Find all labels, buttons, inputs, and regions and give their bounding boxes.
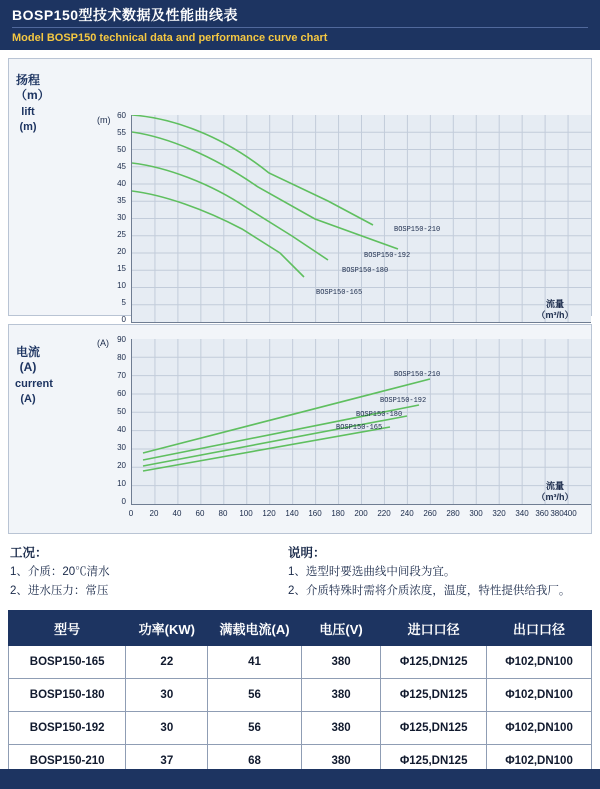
operating-conditions-title: 工况：	[10, 546, 48, 560]
chart2-x-axis-label	[525, 481, 585, 503]
cell-model: BOSP150-192	[9, 712, 126, 745]
chart1-x-axis-label-cn: 流量	[545, 299, 564, 309]
chart2-xtick: 380	[550, 509, 564, 518]
instructions-line: 2、介质特殊时需将介质浓度，温度，特性提供给我厂。	[288, 585, 571, 597]
chart2-curve-label: BOSP150-180	[356, 411, 403, 419]
chart2-x-axis-label-cn: 流量	[545, 481, 564, 491]
table-row	[9, 646, 592, 679]
chart2-xtick: 320	[492, 509, 506, 518]
chart2-ytick: 80	[117, 353, 126, 362]
chart2-y-unit: (A)	[97, 338, 109, 348]
chart1-curve-label: BOSP150-165	[316, 289, 363, 297]
chart2-xtick: 120	[262, 509, 276, 518]
cell-model: BOSP150-210	[9, 745, 126, 778]
chart2-xtick: 80	[218, 509, 228, 518]
chart2-curve-label: BOSP150-192	[380, 397, 427, 405]
cell-power: 30	[126, 679, 208, 712]
chart2-xtick: 60	[195, 509, 205, 518]
chart1-ytick: 35	[117, 196, 126, 205]
chart2-xtick: 0	[128, 509, 134, 518]
chart2-xtick: 240	[400, 509, 414, 518]
chart1-curve-label: BOSP150-192	[364, 252, 411, 260]
col-header-inlet: 进口口径	[381, 611, 487, 646]
table-header-row	[9, 611, 592, 646]
chart1-ytick: 0	[121, 315, 126, 324]
cell-outlet: Φ102,DN100	[487, 712, 592, 745]
col-header-current: 满载电流(A)	[208, 611, 302, 646]
chart1-ytick: 60	[117, 111, 126, 120]
chart1-ytick: 10	[117, 281, 126, 290]
cell-voltage: 380	[301, 679, 380, 712]
chart2-ytick: 70	[117, 371, 126, 380]
cell-current: 68	[208, 745, 302, 778]
chart2-xtick: 160	[308, 509, 322, 518]
head-curve-chart	[8, 58, 592, 324]
chart2-xtick: 100	[239, 509, 253, 518]
chart2-xtick: 200	[354, 509, 368, 518]
chart1-x-axis-label	[525, 299, 585, 321]
cell-power: 22	[126, 646, 208, 679]
chart2-plot-area	[131, 339, 591, 505]
chart2-ytick: 20	[117, 461, 126, 470]
chart2-ytick: 90	[117, 335, 126, 344]
table-row	[9, 712, 592, 745]
chart2-axis-title-cn: 电流 (A)	[15, 345, 40, 374]
cell-voltage: 380	[301, 646, 380, 679]
chart1-ytick: 50	[117, 145, 126, 154]
cell-power: 30	[126, 712, 208, 745]
chart2-ytick: 60	[117, 389, 126, 398]
chart1-ytick: 30	[117, 213, 126, 222]
chart1-curve-label: BOSP150-210	[394, 226, 441, 234]
chart2-axis-title	[15, 345, 53, 407]
table-row	[9, 679, 592, 712]
operating-conditions-line: 1、介质：20℃清水	[10, 566, 110, 578]
chart2-ytick: 30	[117, 443, 126, 452]
spec-table	[8, 610, 592, 778]
instructions	[288, 544, 600, 601]
cell-voltage: 380	[301, 712, 380, 745]
cell-outlet: Φ102,DN100	[487, 679, 592, 712]
col-header-power: 功率(KW)	[126, 611, 208, 646]
chart2-xtick: 400	[563, 509, 577, 518]
cell-current: 41	[208, 646, 302, 679]
cell-current: 56	[208, 712, 302, 745]
chart2-xtick: 220	[377, 509, 391, 518]
chart1-ytick: 15	[117, 264, 126, 273]
cell-model: BOSP150-180	[9, 679, 126, 712]
chart2-xtick: 140	[285, 509, 299, 518]
cell-inlet: Φ125,DN125	[381, 745, 487, 778]
operating-conditions	[10, 544, 260, 601]
chart2-svg	[132, 339, 591, 504]
chart2-curve-label: BOSP150-165	[336, 424, 383, 432]
cell-current: 56	[208, 679, 302, 712]
chart2-ytick: 10	[117, 479, 126, 488]
col-header-outlet: 出口口径	[487, 611, 592, 646]
chart1-y-unit: (m)	[97, 115, 111, 125]
cell-model: BOSP150-165	[9, 646, 126, 679]
chart1-ytick: 5	[121, 298, 126, 307]
chart2-x-axis-unit: （m³/h）	[536, 492, 574, 502]
instructions-line: 1、选型时要选曲线中间段为宜。	[288, 566, 456, 578]
cell-voltage: 380	[301, 745, 380, 778]
chart1-ytick: 20	[117, 247, 126, 256]
chart1-axis-title-en: lift (m)	[19, 106, 37, 133]
page-title-cn: BOSP150型技术数据及性能曲线表	[12, 7, 239, 23]
notes-section	[10, 544, 590, 606]
col-header-voltage: 电压(V)	[301, 611, 380, 646]
chart2-ytick: 40	[117, 425, 126, 434]
chart2-curve-label: BOSP150-210	[394, 371, 441, 379]
cell-inlet: Φ125,DN125	[381, 712, 487, 745]
chart1-ytick: 45	[117, 162, 126, 171]
chart2-xtick: 20	[149, 509, 159, 518]
chart1-axis-title	[15, 73, 50, 135]
page-title-en: Model BOSP150 technical data and performance curve chart	[12, 32, 328, 44]
chart1-plot-area	[131, 115, 591, 323]
cell-outlet: Φ102,DN100	[487, 745, 592, 778]
chart2-xtick: 40	[172, 509, 182, 518]
chart1-ytick: 40	[117, 179, 126, 188]
chart1-x-axis-unit: （m³/h）	[536, 310, 574, 320]
instructions-title: 说明：	[288, 546, 326, 560]
cell-inlet: Φ125,DN125	[381, 679, 487, 712]
cell-inlet: Φ125,DN125	[381, 646, 487, 679]
operating-conditions-line: 2、进水压力：常压	[10, 585, 109, 597]
col-header-model: 型号	[9, 611, 126, 646]
chart1-axis-title-cn: 扬程（m）	[15, 73, 50, 102]
cell-power: 37	[126, 745, 208, 778]
chart2-xtick: 300	[469, 509, 483, 518]
chart1-ytick: 55	[117, 128, 126, 137]
chart2-xtick: 360	[535, 509, 549, 518]
cell-outlet: Φ102,DN100	[487, 646, 592, 679]
header-divider	[12, 27, 588, 28]
chart2-ytick: 50	[117, 407, 126, 416]
chart2-xtick: 280	[446, 509, 460, 518]
chart2-xtick: 180	[331, 509, 345, 518]
chart1-curve-label: BOSP150-180	[342, 267, 389, 275]
page-header	[0, 0, 600, 50]
current-curve-chart	[8, 324, 592, 534]
chart2-ytick: 0	[121, 497, 126, 506]
chart1-ytick: 25	[117, 230, 126, 239]
chart2-xtick: 260	[423, 509, 437, 518]
chart2-axis-title-en: current (A)	[15, 378, 53, 405]
chart2-xtick: 340	[515, 509, 529, 518]
footer-bar	[0, 769, 600, 789]
